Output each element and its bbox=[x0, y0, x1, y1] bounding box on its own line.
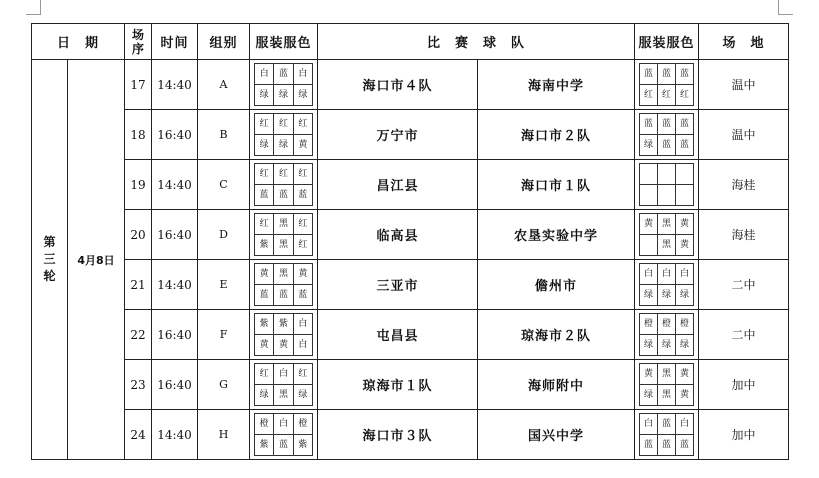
page-corner-mark-right bbox=[778, 0, 793, 15]
uniform-color-cell: 白 bbox=[293, 335, 312, 356]
uniform-color-cell: 白 bbox=[293, 314, 312, 335]
match-venue: 海桂 bbox=[699, 210, 789, 260]
uniform-color-cell: 黄 bbox=[676, 385, 694, 406]
uniform-color-cell: 绿 bbox=[658, 335, 676, 356]
uniform-color-cell: 紫 bbox=[255, 435, 274, 456]
uniform-color-cell: 橙 bbox=[293, 414, 312, 435]
header-uniform-b: 服装服色 bbox=[635, 24, 699, 60]
uniform-b-grid bbox=[639, 363, 694, 406]
team-b: 海师附中 bbox=[478, 360, 635, 410]
uniform-color-cell: 白 bbox=[255, 64, 274, 85]
round-label: 第三轮 bbox=[32, 60, 68, 460]
uniform-b-grid bbox=[639, 63, 694, 106]
uniform-color-cell: 蓝 bbox=[293, 285, 312, 306]
header-uniform-a: 服装服色 bbox=[250, 24, 318, 60]
uniform-color-cell: 黑 bbox=[274, 235, 293, 256]
uniform-color-cell: 蓝 bbox=[676, 114, 694, 135]
uniform-color-cell: 红 bbox=[255, 164, 274, 185]
uniform-color-cell: 红 bbox=[255, 364, 274, 385]
uniform-color-cell: 黄 bbox=[274, 335, 293, 356]
uniform-a-grid bbox=[254, 413, 313, 456]
header-row bbox=[32, 24, 789, 60]
uniform-color-cell: 蓝 bbox=[676, 135, 694, 156]
uniform-color-cell: 绿 bbox=[255, 135, 274, 156]
uniform-color-cell: 红 bbox=[274, 114, 293, 135]
match-number: 18 bbox=[125, 110, 152, 160]
uniform-color-cell: 蓝 bbox=[676, 435, 694, 456]
uniform-a-cell bbox=[250, 210, 318, 260]
uniform-b-grid bbox=[639, 313, 694, 356]
team-b: 海南中学 bbox=[478, 60, 635, 110]
match-group: B bbox=[198, 110, 250, 160]
team-a: 三亚市 bbox=[318, 260, 478, 310]
match-group: D bbox=[198, 210, 250, 260]
uniform-color-cell: 黄 bbox=[676, 214, 694, 235]
uniform-a-grid bbox=[254, 63, 313, 106]
match-group: E bbox=[198, 260, 250, 310]
uniform-a-cell bbox=[250, 110, 318, 160]
uniform-b-cell bbox=[635, 360, 699, 410]
uniform-b-cell bbox=[635, 310, 699, 360]
uniform-color-cell: 紫 bbox=[274, 314, 293, 335]
uniform-color-cell: 红 bbox=[274, 164, 293, 185]
match-row bbox=[32, 260, 789, 310]
team-a: 临高县 bbox=[318, 210, 478, 260]
match-venue: 温中 bbox=[699, 60, 789, 110]
uniform-color-cell: 绿 bbox=[255, 385, 274, 406]
match-row bbox=[32, 60, 789, 110]
match-group: A bbox=[198, 60, 250, 110]
uniform-color-cell: 黑 bbox=[274, 385, 293, 406]
uniform-b-cell bbox=[635, 260, 699, 310]
uniform-color-cell: 黄 bbox=[676, 235, 694, 256]
match-number: 23 bbox=[125, 360, 152, 410]
match-venue: 加中 bbox=[699, 360, 789, 410]
uniform-color-cell: 蓝 bbox=[658, 64, 676, 85]
schedule-table bbox=[31, 23, 789, 460]
uniform-a-grid bbox=[254, 163, 313, 206]
match-number: 22 bbox=[125, 310, 152, 360]
uniform-color-cell: 蓝 bbox=[274, 185, 293, 206]
uniform-color-cell: 蓝 bbox=[274, 64, 293, 85]
uniform-color-cell: 黄 bbox=[293, 264, 312, 285]
uniform-color-cell: 黑 bbox=[658, 214, 676, 235]
match-group: G bbox=[198, 360, 250, 410]
uniform-color-cell: 蓝 bbox=[658, 135, 676, 156]
team-a: 万宁市 bbox=[318, 110, 478, 160]
uniform-color-cell: 黄 bbox=[676, 364, 694, 385]
uniform-a-grid bbox=[254, 363, 313, 406]
match-time: 14:40 bbox=[152, 160, 198, 210]
uniform-color-cell: 蓝 bbox=[658, 435, 676, 456]
team-b: 琼海市２队 bbox=[478, 310, 635, 360]
uniform-color-cell: 蓝 bbox=[658, 114, 676, 135]
uniform-color-cell: 白 bbox=[658, 264, 676, 285]
match-date: 4月8日 bbox=[68, 60, 125, 460]
uniform-color-cell: 紫 bbox=[293, 435, 312, 456]
uniform-b-grid bbox=[639, 213, 694, 256]
uniform-a-cell bbox=[250, 260, 318, 310]
uniform-color-cell: 绿 bbox=[640, 135, 658, 156]
team-b: 国兴中学 bbox=[478, 410, 635, 460]
team-b: 海口市２队 bbox=[478, 110, 635, 160]
uniform-color-cell: 白 bbox=[274, 364, 293, 385]
uniform-b-cell bbox=[635, 60, 699, 110]
uniform-color-cell: 绿 bbox=[658, 285, 676, 306]
uniform-color-cell: 白 bbox=[274, 414, 293, 435]
uniform-color-cell: 红 bbox=[293, 164, 312, 185]
uniform-a-cell bbox=[250, 60, 318, 110]
uniform-a-cell bbox=[250, 310, 318, 360]
uniform-color-cell: 绿 bbox=[293, 385, 312, 406]
uniform-color-cell: 橙 bbox=[658, 314, 676, 335]
match-time: 14:40 bbox=[152, 410, 198, 460]
uniform-color-cell: 绿 bbox=[676, 335, 694, 356]
match-time: 16:40 bbox=[152, 210, 198, 260]
uniform-color-cell: 红 bbox=[676, 85, 694, 106]
match-venue: 温中 bbox=[699, 110, 789, 160]
uniform-color-cell bbox=[658, 164, 676, 185]
uniform-a-grid bbox=[254, 313, 313, 356]
uniform-color-cell: 蓝 bbox=[255, 185, 274, 206]
match-row bbox=[32, 360, 789, 410]
match-group: H bbox=[198, 410, 250, 460]
uniform-b-grid bbox=[639, 413, 694, 456]
match-time: 14:40 bbox=[152, 260, 198, 310]
uniform-color-cell: 白 bbox=[676, 264, 694, 285]
uniform-b-cell bbox=[635, 210, 699, 260]
team-b: 海口市１队 bbox=[478, 160, 635, 210]
uniform-color-cell: 蓝 bbox=[274, 435, 293, 456]
uniform-b-grid bbox=[639, 163, 694, 206]
uniform-color-cell bbox=[640, 235, 658, 256]
match-group: F bbox=[198, 310, 250, 360]
match-venue: 海桂 bbox=[699, 160, 789, 210]
uniform-color-cell: 蓝 bbox=[274, 285, 293, 306]
header-group: 组别 bbox=[198, 24, 250, 60]
header-match-no: 场序 bbox=[125, 24, 152, 60]
uniform-color-cell: 绿 bbox=[293, 85, 312, 106]
uniform-color-cell: 绿 bbox=[676, 285, 694, 306]
match-time: 16:40 bbox=[152, 110, 198, 160]
uniform-color-cell: 蓝 bbox=[255, 285, 274, 306]
team-a: 琼海市１队 bbox=[318, 360, 478, 410]
uniform-color-cell: 蓝 bbox=[658, 414, 676, 435]
uniform-color-cell: 黑 bbox=[658, 235, 676, 256]
match-number: 24 bbox=[125, 410, 152, 460]
match-number: 21 bbox=[125, 260, 152, 310]
match-number: 20 bbox=[125, 210, 152, 260]
uniform-color-cell: 绿 bbox=[640, 335, 658, 356]
match-row bbox=[32, 110, 789, 160]
uniform-a-cell bbox=[250, 360, 318, 410]
uniform-color-cell: 白 bbox=[676, 414, 694, 435]
header-venue: 场 地 bbox=[699, 24, 789, 60]
uniform-color-cell: 绿 bbox=[274, 85, 293, 106]
uniform-color-cell: 橙 bbox=[640, 314, 658, 335]
team-a: 屯昌县 bbox=[318, 310, 478, 360]
match-time: 14:40 bbox=[152, 60, 198, 110]
uniform-b-grid bbox=[639, 113, 694, 156]
uniform-color-cell: 黄 bbox=[255, 335, 274, 356]
header-date: 日 期 bbox=[32, 24, 125, 60]
uniform-color-cell: 黑 bbox=[274, 264, 293, 285]
match-venue: 二中 bbox=[699, 310, 789, 360]
uniform-color-cell: 蓝 bbox=[640, 114, 658, 135]
uniform-color-cell: 黑 bbox=[658, 364, 676, 385]
uniform-color-cell: 红 bbox=[293, 364, 312, 385]
match-number: 17 bbox=[125, 60, 152, 110]
team-a: 海口市３队 bbox=[318, 410, 478, 460]
uniform-color-cell: 白 bbox=[640, 264, 658, 285]
match-venue: 加中 bbox=[699, 410, 789, 460]
uniform-color-cell bbox=[640, 164, 658, 185]
uniform-color-cell: 绿 bbox=[274, 135, 293, 156]
uniform-b-cell bbox=[635, 160, 699, 210]
uniform-color-cell: 黄 bbox=[293, 135, 312, 156]
uniform-a-grid bbox=[254, 213, 313, 256]
team-a: 海口市４队 bbox=[318, 60, 478, 110]
uniform-color-cell: 黑 bbox=[274, 214, 293, 235]
uniform-color-cell bbox=[676, 164, 694, 185]
uniform-b-cell bbox=[635, 110, 699, 160]
uniform-a-grid bbox=[254, 263, 313, 306]
uniform-color-cell: 蓝 bbox=[676, 64, 694, 85]
uniform-color-cell: 白 bbox=[293, 64, 312, 85]
uniform-color-cell: 紫 bbox=[255, 314, 274, 335]
uniform-a-cell bbox=[250, 410, 318, 460]
uniform-a-grid bbox=[254, 113, 313, 156]
uniform-color-cell bbox=[640, 185, 658, 206]
match-time: 16:40 bbox=[152, 360, 198, 410]
uniform-color-cell: 红 bbox=[658, 85, 676, 106]
uniform-color-cell: 蓝 bbox=[640, 435, 658, 456]
uniform-b-cell bbox=[635, 410, 699, 460]
uniform-color-cell: 红 bbox=[293, 214, 312, 235]
match-number: 19 bbox=[125, 160, 152, 210]
uniform-color-cell: 紫 bbox=[255, 235, 274, 256]
uniform-color-cell: 绿 bbox=[640, 385, 658, 406]
header-teams: 比 赛 球 队 bbox=[318, 24, 635, 60]
uniform-color-cell: 红 bbox=[293, 235, 312, 256]
uniform-color-cell: 绿 bbox=[255, 85, 274, 106]
match-row bbox=[32, 160, 789, 210]
uniform-color-cell bbox=[658, 185, 676, 206]
uniform-b-grid bbox=[639, 263, 694, 306]
uniform-color-cell bbox=[676, 185, 694, 206]
uniform-color-cell: 绿 bbox=[640, 285, 658, 306]
header-time: 时间 bbox=[152, 24, 198, 60]
uniform-color-cell: 黄 bbox=[640, 214, 658, 235]
match-row bbox=[32, 410, 789, 460]
match-row bbox=[32, 210, 789, 260]
uniform-color-cell: 红 bbox=[255, 214, 274, 235]
uniform-color-cell: 蓝 bbox=[293, 185, 312, 206]
team-b: 农垦实验中学 bbox=[478, 210, 635, 260]
uniform-color-cell: 红 bbox=[640, 85, 658, 106]
uniform-color-cell: 橙 bbox=[255, 414, 274, 435]
uniform-color-cell: 红 bbox=[255, 114, 274, 135]
match-time: 16:40 bbox=[152, 310, 198, 360]
uniform-color-cell: 黄 bbox=[640, 364, 658, 385]
match-venue: 二中 bbox=[699, 260, 789, 310]
uniform-color-cell: 红 bbox=[293, 114, 312, 135]
match-group: C bbox=[198, 160, 250, 210]
uniform-color-cell: 蓝 bbox=[640, 64, 658, 85]
page-corner-mark-left bbox=[26, 0, 41, 15]
uniform-color-cell: 白 bbox=[640, 414, 658, 435]
team-a: 昌江县 bbox=[318, 160, 478, 210]
team-b: 儋州市 bbox=[478, 260, 635, 310]
match-row bbox=[32, 310, 789, 360]
uniform-color-cell: 橙 bbox=[676, 314, 694, 335]
uniform-color-cell: 黑 bbox=[658, 385, 676, 406]
uniform-color-cell: 黄 bbox=[255, 264, 274, 285]
uniform-a-cell bbox=[250, 160, 318, 210]
